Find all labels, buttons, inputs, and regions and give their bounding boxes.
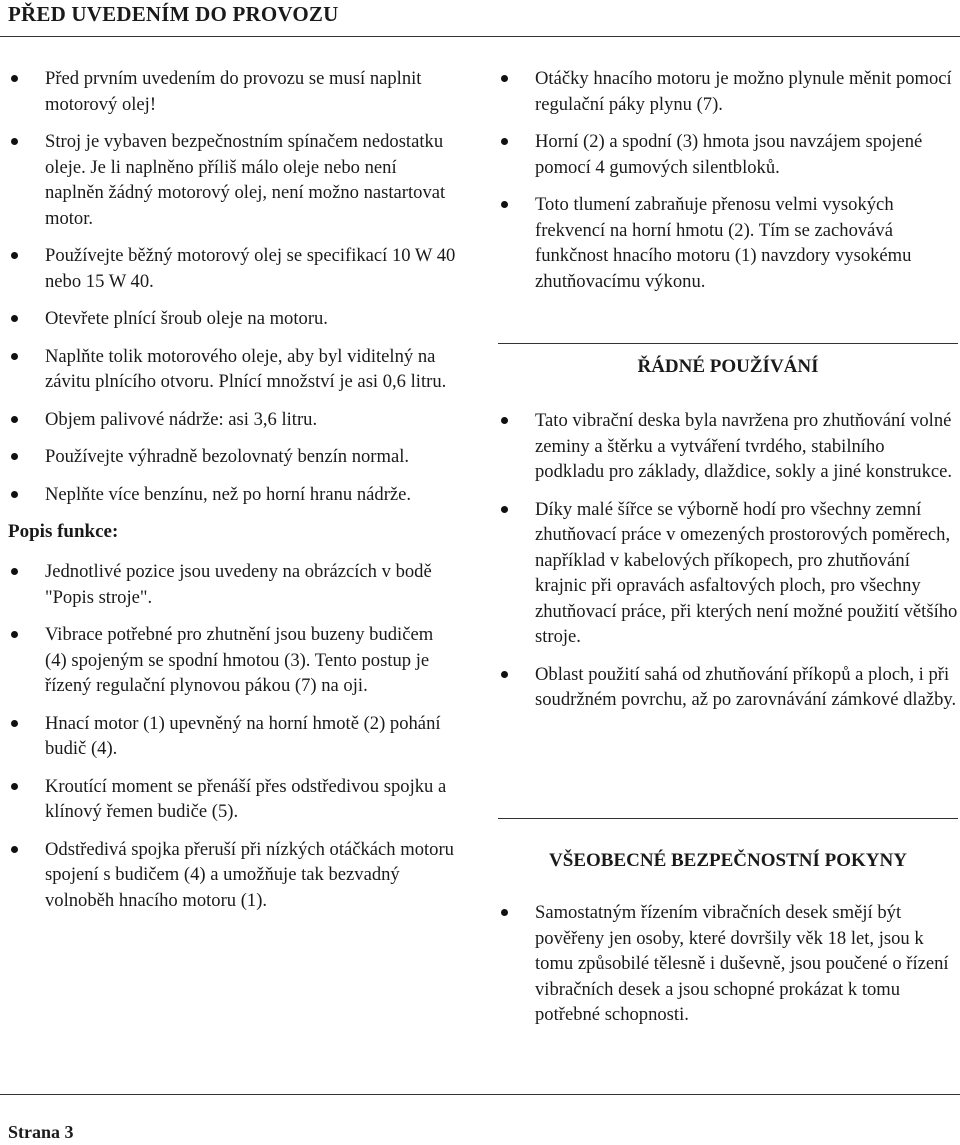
bullet-icon xyxy=(501,506,508,513)
bullet-text: Naplňte tolik motorového oleje, aby byl viditelný na závitu plnícího otvoru. Plnící množství je asi 0,6 litru. xyxy=(45,345,447,392)
function-list xyxy=(8,559,458,913)
bullet-icon xyxy=(11,138,18,145)
right-column xyxy=(498,66,958,306)
bullet-text: Hnací motor (1) upevněný na horní hmotě (2) pohání budič (4). xyxy=(45,712,441,759)
bullet-text: Oblast použití sahá od zhutňování příkopů a ploch, i při soudržném povrchu, až po zarovnávání zámkové dlažby. xyxy=(535,663,957,710)
bullet-item xyxy=(8,774,458,825)
page-title: PŘED UVEDENÍM DO PROVOZU xyxy=(8,2,339,26)
pre-operation-list xyxy=(8,66,458,507)
bullet-item xyxy=(498,129,958,180)
safety-list xyxy=(498,900,958,1028)
safety-title: VŠEOBECNÉ BEZPEČNOSTNÍ POKYNY xyxy=(549,850,907,871)
bullet-icon xyxy=(11,75,18,82)
bullet-text: Toto tlumení zabraňuje přenosu velmi vysokých frekvencí na horní hmotu (2). Tím se zachovává funkčnost hnacího motoru (1) navzdory vysokému zhutňovacímu výkonu. xyxy=(535,194,912,292)
function-list-continued xyxy=(498,66,958,294)
left-column xyxy=(8,66,458,925)
bullet-item xyxy=(8,837,458,914)
bullet-item xyxy=(8,482,458,508)
bullet-text: Otáčky hnacího motoru je možno plynule měnit pomocí regulační páky plynu (7). xyxy=(535,68,952,115)
bullet-icon xyxy=(11,416,18,423)
bullet-text: Otevřete plnící šroub oleje na motoru. xyxy=(45,308,328,329)
bullet-icon xyxy=(11,783,18,790)
bullet-icon xyxy=(11,491,18,498)
bullet-text: Jednotlivé pozice jsou uvedeny na obrázcích v bodě "Popis stroje". xyxy=(45,561,432,608)
bullet-text: Tato vibrační deska byla navržena pro zhutňování volné zeminy a štěrku a vytváření tvrdého, stabilního podkladu pro základy, dlaždice, sokly a jiné konstrukce. xyxy=(535,410,953,482)
bullet-item xyxy=(8,622,458,699)
bullet-item xyxy=(8,407,458,433)
bullet-icon xyxy=(11,353,18,360)
bullet-icon xyxy=(11,846,18,853)
bullet-icon xyxy=(11,453,18,460)
bullet-item xyxy=(8,711,458,762)
bullet-icon xyxy=(11,315,18,322)
bullet-text: Používejte běžný motorový olej se specifikací 10 W 40 nebo 15 W 40. xyxy=(45,245,456,292)
bullet-text: Horní (2) a spodní (3) hmota jsou navzájem spojené pomocí 4 gumových silentbloků. xyxy=(535,131,923,178)
bullet-item xyxy=(498,900,958,1028)
proper-use-rule xyxy=(498,343,958,344)
bullet-item xyxy=(498,66,958,117)
bullet-item xyxy=(498,192,958,294)
safety-section xyxy=(498,900,958,1040)
top-rule xyxy=(0,36,960,37)
bullet-item xyxy=(8,559,458,610)
bullet-icon xyxy=(501,138,508,145)
bullet-text: Před prvním uvedením do provozu se musí naplnit motorový olej! xyxy=(45,68,422,115)
bullet-text: Díky malé šířce se výborně hodí pro všechny zemní zhutňovací práce v omezených prostorových poměrech, například v kabelových příkopech, pro zhutňování krajnic při opravách asfaltových ploch, pro všechny zhutňovací práce, při kterých není možné použití většího stroje. xyxy=(535,498,958,647)
bullet-item xyxy=(498,662,958,713)
bullet-icon xyxy=(501,75,508,82)
bullet-text: Kroutící moment se přenáší přes odstředivou spojku a klínový řemen budiče (5). xyxy=(45,775,447,822)
bullet-item xyxy=(8,344,458,395)
bullet-icon xyxy=(501,909,508,916)
bullet-icon xyxy=(11,631,18,638)
bullet-text: Stroj je vybaven bezpečnostním spínačem nedostatku oleje. Je li naplněno příliš málo oleje nebo není naplněn žádný motorový olej, není možno nastartovat motor. xyxy=(45,131,446,229)
bullet-text: Neplňte více benzínu, než po horní hranu nádrže. xyxy=(45,483,412,505)
bullet-icon xyxy=(11,252,18,259)
bullet-text: Vibrace potřebné pro zhutnění jsou buzeny budičem (4) spojeným se spodní hmotou (3). Tento postup je řízený regulační plynovou pákou (7) na oji. xyxy=(45,624,434,696)
proper-use-title: ŘÁDNÉ POUŽÍVÁNÍ xyxy=(637,356,819,377)
proper-use-section xyxy=(498,408,958,725)
page-number: Strana 3 xyxy=(8,1122,74,1142)
function-heading: Popis funkce: xyxy=(8,521,119,542)
bullet-icon xyxy=(11,568,18,575)
bullet-icon xyxy=(501,201,508,208)
bullet-item xyxy=(8,306,458,332)
bullet-item xyxy=(498,408,958,485)
proper-use-list xyxy=(498,408,958,713)
bullet-text: Samostatným řízením vibračních desek smějí být pověřeny jen osoby, které dovršily věk 18 let, jsou k tomu způsobilé tělesně i duševně, jsou poučené o řízení vibračních desek a jsou schopné prokázat k tomu potřebné schopnosti. xyxy=(535,902,949,1025)
bullet-icon xyxy=(501,417,508,424)
bullet-item xyxy=(8,66,458,117)
bullet-icon xyxy=(501,671,508,678)
bullet-text: Používejte výhradně bezolovnatý benzín normal. xyxy=(45,446,410,467)
bullet-text: Objem palivové nádrže: asi 3,6 litru. xyxy=(45,408,318,430)
safety-rule xyxy=(498,818,958,819)
bullet-item xyxy=(8,444,458,470)
bottom-rule xyxy=(0,1094,960,1095)
bullet-item xyxy=(8,129,458,231)
bullet-item xyxy=(8,243,458,294)
bullet-item xyxy=(498,497,958,650)
bullet-text: Odstředivá spojka přeruší při nízkých otáčkách motoru spojení s budičem (4) a umožňuje tak bezvadný volnoběh hnacího motoru (1). xyxy=(45,838,454,911)
bullet-icon xyxy=(11,720,18,727)
